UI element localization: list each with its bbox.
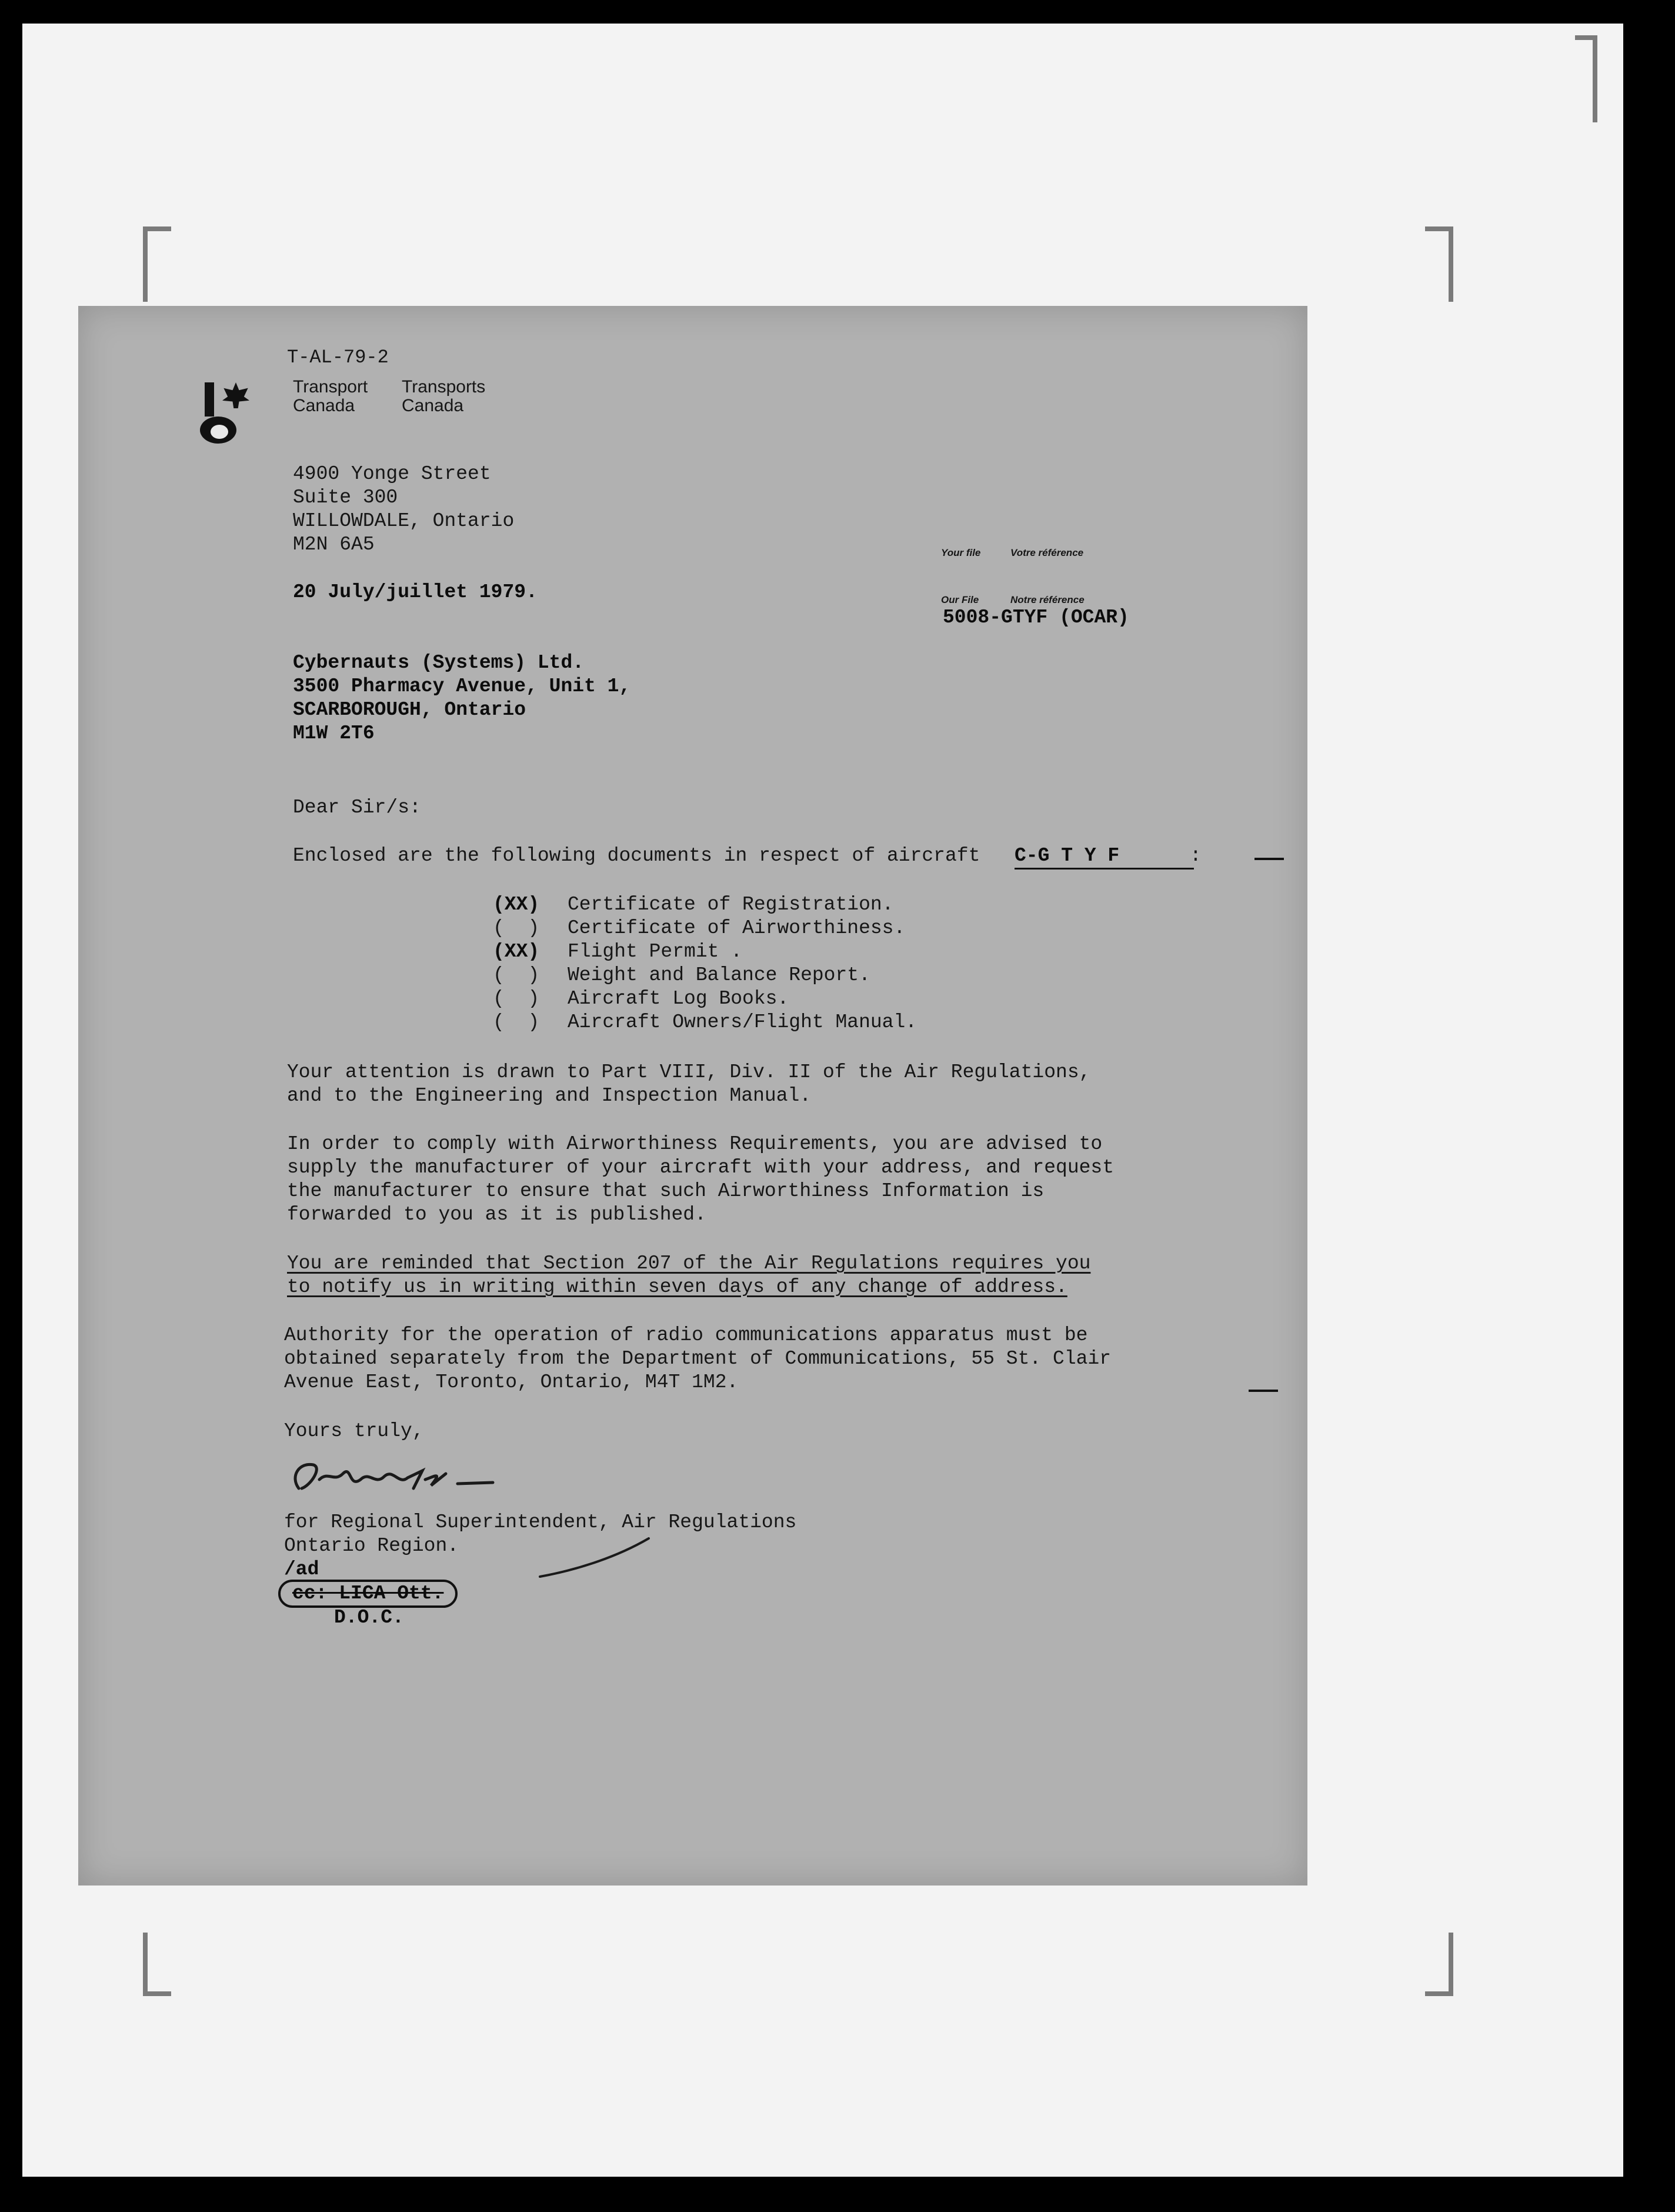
letter-page bbox=[78, 306, 1307, 1885]
document-label: Certificate of Airworthiness. bbox=[568, 917, 906, 939]
handwritten-signature bbox=[287, 1453, 499, 1500]
our-file-label-en: Our File bbox=[941, 594, 979, 605]
recipient-line: Cybernauts (Systems) Ltd. bbox=[293, 652, 585, 674]
paragraph-line: Avenue East, Toronto, Ontario, M4T 1M2. bbox=[284, 1371, 739, 1393]
document-mark: ( ) bbox=[493, 964, 540, 986]
recipient-line: 3500 Pharmacy Avenue, Unit 1, bbox=[293, 675, 631, 697]
corner-bracket-top-left bbox=[143, 226, 171, 302]
document-label: Flight Permit . bbox=[568, 941, 743, 962]
recipient-line: SCARBOROUGH, Ontario bbox=[293, 699, 526, 721]
salutation: Dear Sir/s: bbox=[293, 797, 421, 818]
recipient-line: M1W 2T6 bbox=[293, 722, 375, 744]
paragraph-line: the manufacturer to ensure that such Airworthiness Information is bbox=[287, 1180, 1045, 1202]
cc-line: D.O.C. bbox=[334, 1607, 404, 1628]
document-mark: (XX) bbox=[493, 941, 540, 962]
canada-flag-wordmark-icon bbox=[199, 382, 258, 447]
margin-tick bbox=[1249, 1390, 1278, 1392]
document-mark: ( ) bbox=[493, 917, 540, 939]
our-file-label-fr: Notre référence bbox=[1010, 594, 1085, 605]
typist-initials: /ad bbox=[284, 1558, 319, 1580]
logo-right-line2: Canada bbox=[402, 396, 464, 415]
sender-address-line: WILLOWDALE, Ontario bbox=[293, 510, 515, 532]
margin-tick bbox=[1254, 858, 1284, 860]
pen-stroke bbox=[537, 1535, 655, 1583]
microfilm-frame bbox=[22, 24, 1623, 2177]
aircraft-registration: C-G T Y F bbox=[1015, 844, 1194, 870]
logo-left-line1: Transport bbox=[293, 377, 368, 397]
paragraph-line: In order to comply with Airworthiness Requirements, you are advised to bbox=[287, 1133, 1103, 1155]
reminder-line: to notify us in writing within seven days of any change of address. bbox=[287, 1276, 1067, 1298]
closing: Yours truly, bbox=[284, 1420, 424, 1442]
sender-address-line: Suite 300 bbox=[293, 487, 398, 508]
paragraph-line: Authority for the operation of radio communications apparatus must be bbox=[284, 1324, 1088, 1346]
form-number: T-AL-79-2 bbox=[287, 347, 389, 368]
paragraph-line: supply the manufacturer of your aircraft with your address, and request bbox=[287, 1157, 1115, 1178]
paragraph-line: and to the Engineering and Inspection Manual. bbox=[287, 1085, 812, 1107]
paragraph-line: Your attention is drawn to Part VIII, Div. II of the Air Regulations, bbox=[287, 1061, 1091, 1083]
document-label: Certificate of Registration. bbox=[568, 894, 894, 915]
document-mark: ( ) bbox=[493, 988, 540, 1010]
signature-line: Ontario Region. bbox=[284, 1535, 459, 1557]
document-mark: ( ) bbox=[493, 1011, 540, 1033]
intro-colon: : bbox=[1190, 845, 1202, 867]
corner-bracket-bottom-right bbox=[1425, 1933, 1453, 1996]
letter-date: 20 July/juillet 1979. bbox=[293, 581, 538, 603]
corner-bracket-bottom-left bbox=[143, 1933, 171, 1996]
corner-bracket-top-edge bbox=[1575, 35, 1597, 122]
reminder-line: You are reminded that Section 207 of the Air Regulations requires you bbox=[287, 1252, 1091, 1274]
document-label: Weight and Balance Report. bbox=[568, 964, 870, 986]
sender-address-line: M2N 6A5 bbox=[293, 534, 375, 555]
document-label: Aircraft Log Books. bbox=[568, 988, 789, 1010]
document-mark: (XX) bbox=[493, 894, 540, 915]
paragraph-line: forwarded to you as it is published. bbox=[287, 1204, 706, 1225]
logo-right-line1: Transports bbox=[402, 377, 486, 397]
paragraph-line: obtained separately from the Department of Communications, 55 St. Clair bbox=[284, 1348, 1112, 1370]
document-label: Aircraft Owners/Flight Manual. bbox=[568, 1011, 917, 1033]
corner-bracket-top-right bbox=[1425, 226, 1453, 302]
your-file-label-fr: Votre référence bbox=[1010, 547, 1084, 558]
sender-address-line: 4900 Yonge Street bbox=[293, 463, 491, 485]
intro-text: Enclosed are the following documents in respect of aircraft bbox=[293, 845, 980, 867]
signature-line: for Regional Superintendent, Air Regulations bbox=[284, 1511, 797, 1533]
your-file-label-en: Your file bbox=[941, 547, 981, 558]
logo-left-line2: Canada bbox=[293, 396, 355, 415]
our-file-value: 5008-GTYF (OCAR) bbox=[943, 607, 1129, 628]
cc-line: cc: LICA Ott. bbox=[278, 1580, 458, 1608]
